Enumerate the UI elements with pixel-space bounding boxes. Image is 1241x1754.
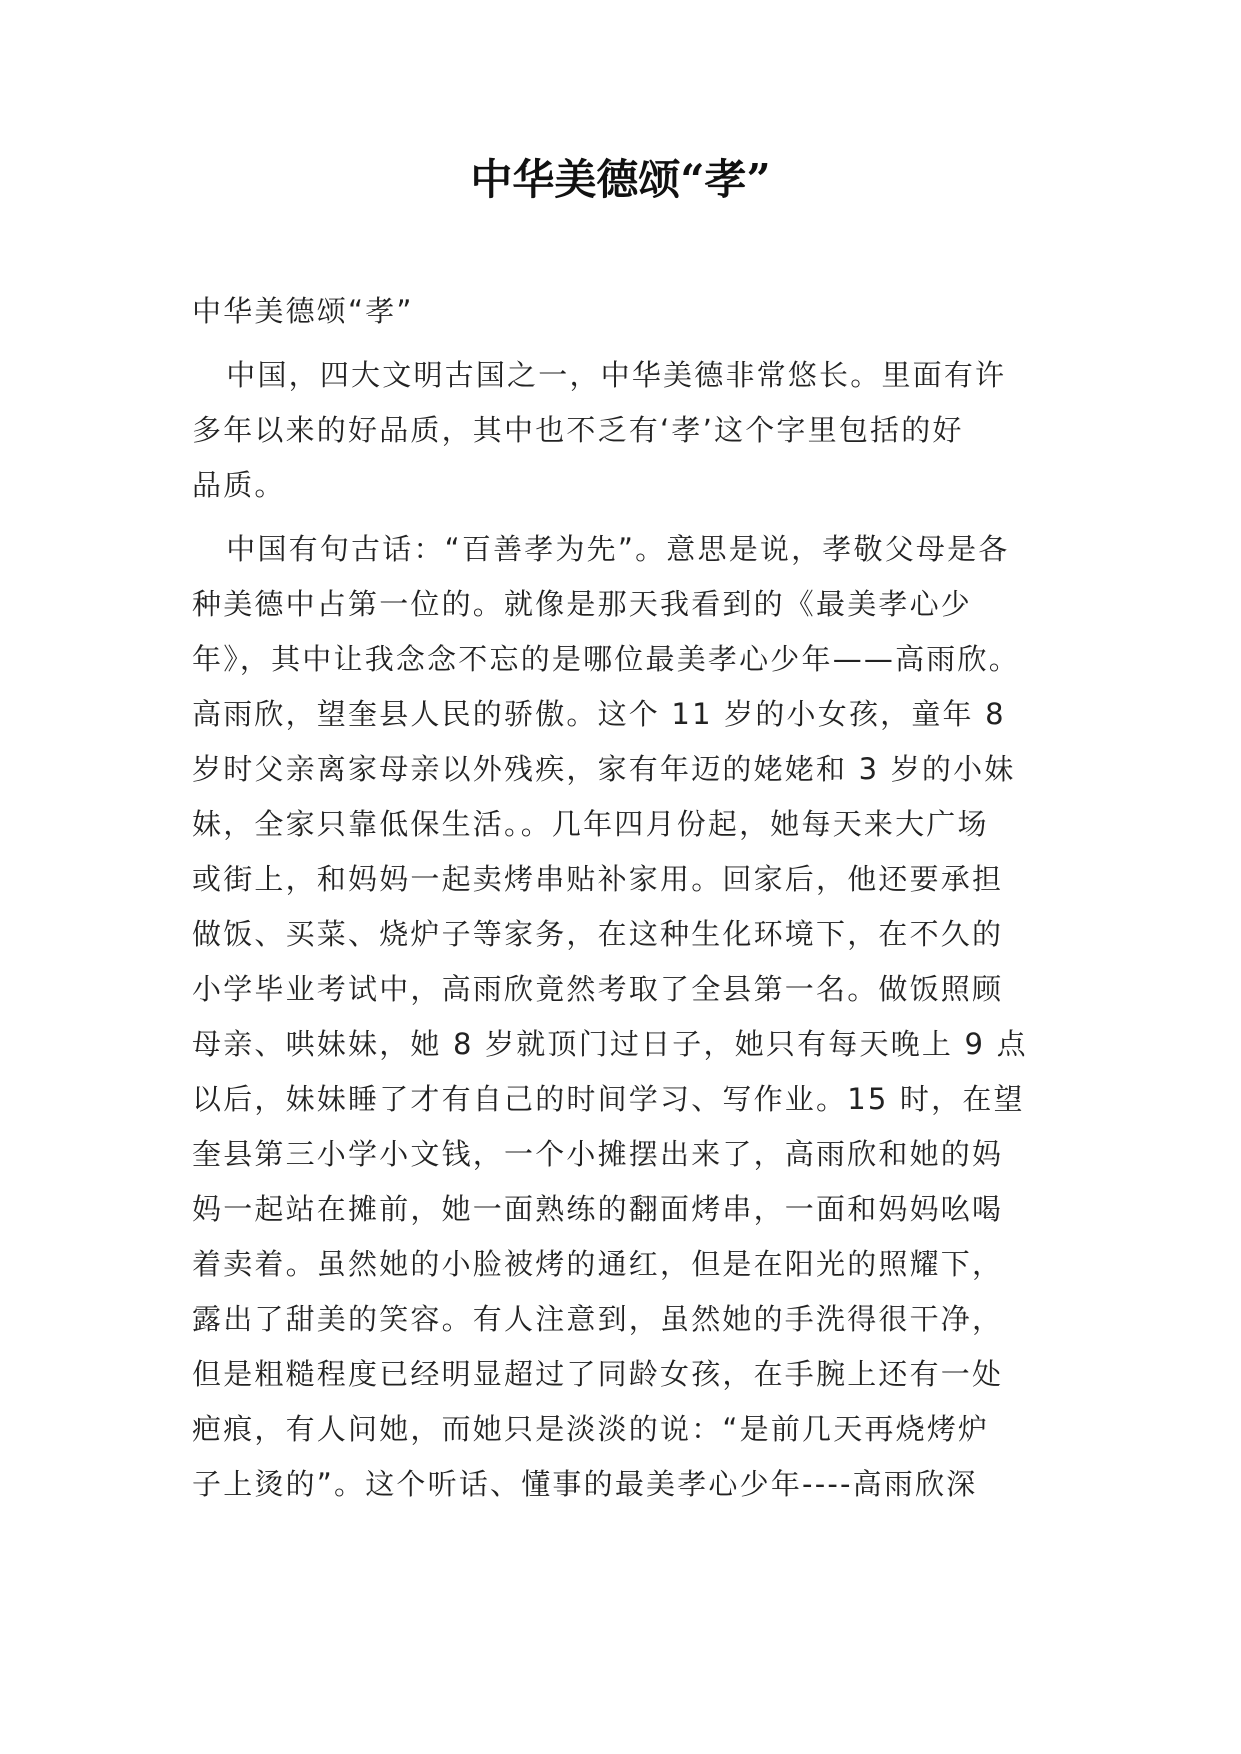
paragraph-2-line-11: 以后，妹妹睡了才有自己的时间学习、写作业。15 时，在望 <box>192 1082 1025 1116</box>
paragraph-gap <box>192 513 1052 522</box>
document-body <box>192 284 1052 1512</box>
paragraph-2-line-15: 露出了甜美的笑容。有人注意到，虽然她的手洗得很干净， <box>192 1302 1004 1336</box>
paragraph-2-line-3: 年》，其中让我念念不忘的是哪位最美孝心少年——高雨欣。 <box>192 642 1020 676</box>
paragraph-2-line-17: 疤痕，有人问她，而她只是淡淡的说：“是前几天再烧烤炉 <box>192 1412 990 1446</box>
subtitle-line: 中华美德颂“孝” <box>192 294 414 328</box>
paragraph-2-line-10: 母亲、哄妹妹，她 8 岁就顶门过日子，她只有每天晚上 9 点 <box>192 1027 1028 1061</box>
paragraph-2-line-12: 奎县第三小学小文钱，一个小摊摆出来了，高雨欣和她的妈 <box>192 1137 1004 1171</box>
paragraph-2-line-13: 妈一起站在摊前，她一面熟练的翻面烤串，一面和妈妈吆喝 <box>192 1192 1004 1226</box>
paragraph-2-line-8: 做饭、买菜、烧炉子等家务，在这种生化环境下，在不久的 <box>192 917 1004 951</box>
paragraph-2-line-6: 妹，全家只靠低保生活。。几年四月份起，她每天来大广场 <box>192 807 989 841</box>
paragraph-2-line-2: 种美德中占第一位的。就像是那天我看到的《最美孝心少 <box>192 587 973 621</box>
paragraph-1-line-1: 中国，四大文明古国之一，中华美德非常悠长。里面有许 <box>192 358 1007 392</box>
paragraph-1-line-2: 多年以来的好品质，其中也不乏有‘孝’这个字里包括的好 <box>192 413 964 447</box>
paragraph-2-line-9: 小学毕业考试中，高雨欣竟然考取了全县第一名。做饭照顾 <box>192 972 1004 1006</box>
document-title: 中华美德颂“孝” <box>470 155 771 204</box>
paragraph-2-line-16: 但是粗糙程度已经明显超过了同龄女孩，在手腕上还有一处 <box>192 1357 1004 1391</box>
paragraph-2-line-4: 高雨欣，望奎县人民的骄傲。这个 11 岁的小女孩，童年 8 <box>192 697 1006 731</box>
paragraph-2-line-1: 中国有句古话：“百善孝为先”。意思是说，孝敬父母是各 <box>192 532 1010 566</box>
paragraph-gap <box>192 339 1052 348</box>
paragraph-1-line-3: 品质。 <box>192 468 286 502</box>
paragraph-2-line-14: 着卖着。虽然她的小脸被烤的通红，但是在阳光的照耀下， <box>192 1247 1004 1281</box>
paragraph-2-line-18: 子上烫的”。这个听话、懂事的最美孝心少年----高雨欣深 <box>192 1467 978 1501</box>
paragraph-2-line-5: 岁时父亲离家母亲以外残疾，家有年迈的姥姥和 3 岁的小妹 <box>192 752 1016 786</box>
paragraph-2-line-7: 或街上，和妈妈一起卖烤串贴补家用。回家后，他还要承担 <box>192 862 1004 896</box>
